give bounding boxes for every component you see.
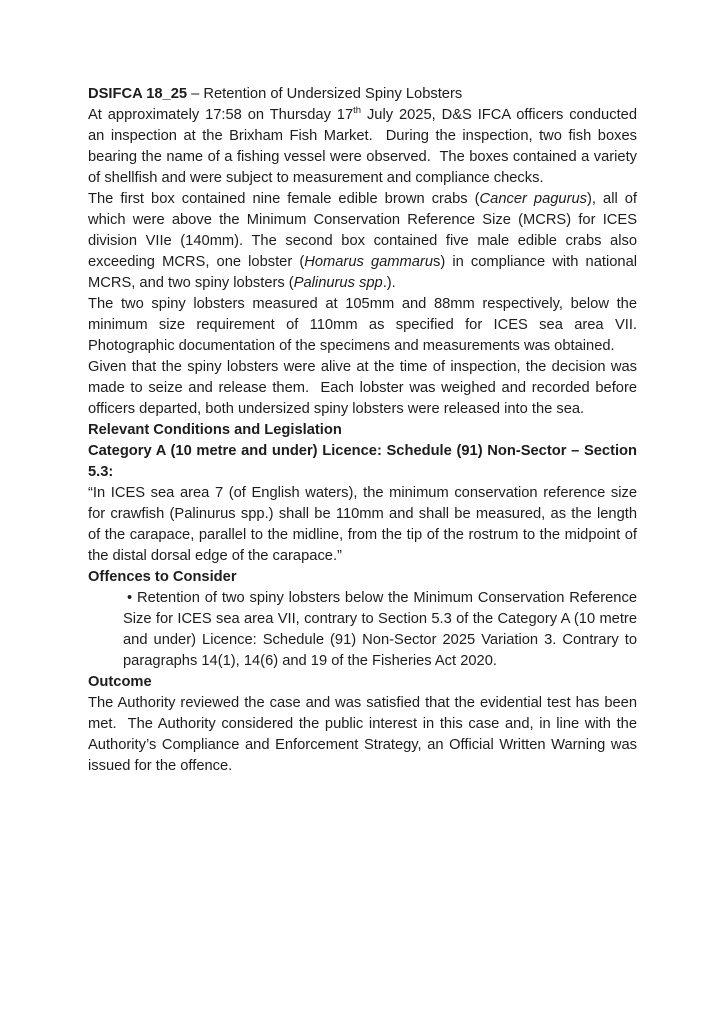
bullet-marker: • (127, 590, 137, 606)
offence-bullet-text: Retention of two spiny lobsters below the Minimum Conservation Reference Size for ICES sea area VII, contrary to Section 5.3 of the Category A (10 metre and under) Licence: Schedule (91) Non-Sector 2025 Variation 3. Contrary to paragraphs 14(1), 14(6) and 19 of the Fisheries Act 2020. (123, 590, 637, 669)
paragraph-licence-quote: “In ICES sea area 7 (of English waters), the minimum conservation reference size for crawfish (Palinurus spp.) shall be 110mm and shall be measured, as the length of the carapace, parallel to the midline, from the tip of the rostrum to the midpoint of the distal dorsal edge of the carapace.” (88, 485, 637, 564)
paragraph-outcome: The Authority reviewed the case and was satisfied that the evidential test has been met. The Authority considered the public interest in this case and, in line with the Authority’s Compliance and Enforcement Strategy, an Official Written Warning was issued for the offence. (88, 695, 637, 774)
document-title: DSIFCA 18_25 – Retention of Undersized Spiny Lobsters (88, 86, 463, 102)
paragraph-inspection: At approximately 17:58 on Thursday 17th July 2025, D&S IFCA officers conducted an inspection at the Brixham Fish Market. During the inspection, two fish boxes bearing the name of a fishing vessel were observed. The boxes contained a variety of shellfish and were subject to measurement and compliance checks. (88, 105, 637, 186)
paragraph-measurements: The two spiny lobsters measured at 105mm and 88mm respectively, below the minimum size requirement of 110mm as specified for ICES sea area VII. Photographic documentation of the specimens and measurements was obtained. (88, 296, 637, 354)
paragraph-boxes-contents: The first box contained nine female edible brown crabs (Cancer pagurus), all of which were above the Minimum Conservation Reference Size (MCRS) for ICES division VIIe (140mm). The second box contained five male edible crabs also exceeding MCRS, one lobster (Homarus gammarus) in compliance with national MCRS, and two spiny lobsters (Palinurus spp.). (88, 191, 638, 291)
heading-offences-to-consider: Offences to Consider (88, 569, 237, 585)
paragraph-seize-release: Given that the spiny lobsters were alive at the time of inspection, the decision was made to seize and release them. Each lobster was weighed and recorded before officers departed, both undersized spiny lobsters were released into the sea. (88, 359, 637, 417)
heading-relevant-conditions: Relevant Conditions and Legislation (88, 422, 342, 438)
heading-outcome: Outcome (88, 674, 152, 690)
offence-bullet-item (88, 588, 637, 672)
heading-category-a-licence: Category A (10 metre and under) Licence: Schedule (91) Non-Sector – Section 5.3: (88, 443, 637, 480)
